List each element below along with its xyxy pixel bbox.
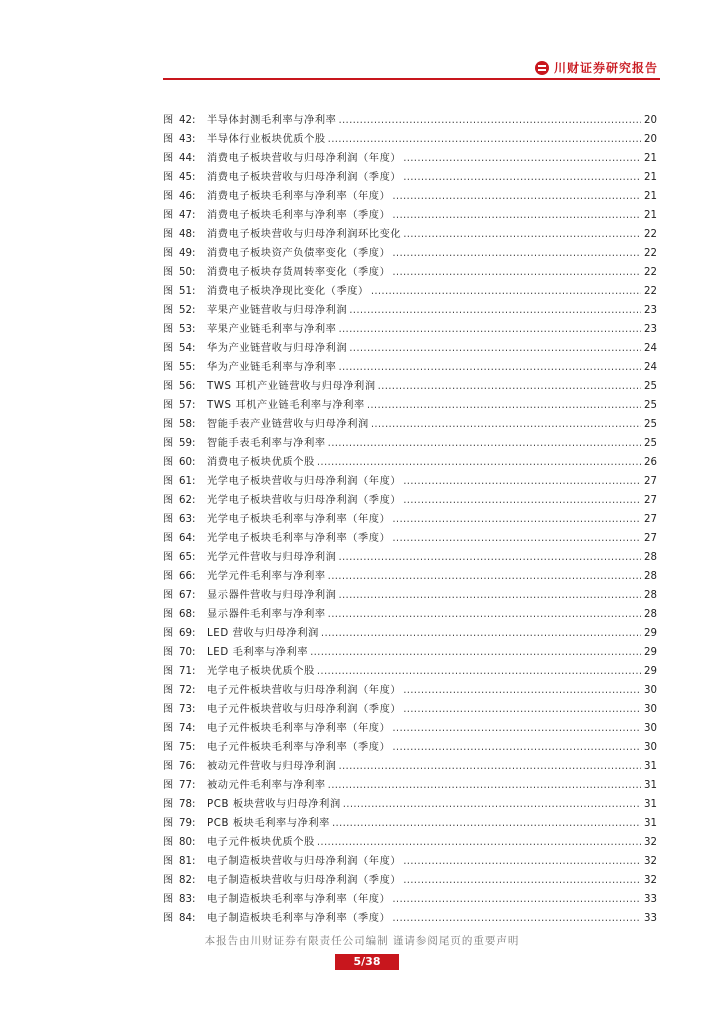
figure-title: 消费电子板块毛利率与净利率（年度） bbox=[207, 191, 391, 202]
dot-leader bbox=[392, 244, 641, 263]
figure-number: 66: bbox=[179, 571, 196, 582]
figure-title: 电子制造板块毛利率与净利率（年度） bbox=[207, 894, 391, 905]
figure-number: 60: bbox=[179, 457, 196, 468]
figure-number: 54: bbox=[179, 343, 196, 354]
toc-entry[interactable] bbox=[163, 852, 657, 871]
brand bbox=[535, 59, 658, 76]
figure-list bbox=[163, 111, 657, 928]
dot-leader bbox=[310, 643, 641, 662]
dot-leader bbox=[392, 206, 641, 225]
dot-leader bbox=[392, 719, 641, 738]
page-number: 27 bbox=[644, 495, 657, 506]
figure-number: 80: bbox=[179, 837, 196, 848]
toc-entry[interactable] bbox=[163, 548, 657, 567]
figure-title: 消费电子板块净现比变化（季度） bbox=[207, 286, 369, 297]
dot-leader bbox=[317, 662, 641, 681]
dot-leader bbox=[328, 605, 641, 624]
figure-number: 44: bbox=[179, 153, 196, 164]
figure-label: 图 bbox=[163, 552, 174, 563]
figure-label: 图 bbox=[163, 172, 174, 183]
page-number: 27 bbox=[644, 533, 657, 544]
dot-leader bbox=[338, 320, 641, 339]
figure-label: 图 bbox=[163, 590, 174, 601]
toc-entry[interactable] bbox=[163, 301, 657, 320]
toc-entry[interactable] bbox=[163, 605, 657, 624]
figure-label: 图 bbox=[163, 419, 174, 430]
toc-entry[interactable] bbox=[163, 282, 657, 301]
dot-leader bbox=[403, 871, 641, 890]
figure-label: 图 bbox=[163, 780, 174, 791]
page-number: 22 bbox=[644, 267, 657, 278]
figure-title: 电子元件板块营收与归母净利润（年度） bbox=[207, 685, 402, 696]
figure-number: 73: bbox=[179, 704, 196, 715]
figure-number: 84: bbox=[179, 913, 196, 924]
figure-label: 图 bbox=[163, 324, 174, 335]
toc-entry[interactable] bbox=[163, 358, 657, 377]
dot-leader bbox=[317, 833, 641, 852]
page-number: 27 bbox=[644, 514, 657, 525]
figure-title: 消费电子板块资产负债率变化（季度） bbox=[207, 248, 391, 259]
figure-label: 图 bbox=[163, 628, 174, 639]
figure-number: 76: bbox=[179, 761, 196, 772]
figure-title: TWS 耳机产业链营收与归母净利润 bbox=[207, 381, 376, 392]
figure-label: 图 bbox=[163, 761, 174, 772]
dot-leader bbox=[328, 434, 641, 453]
figure-title: 光学元件毛利率与净利率 bbox=[207, 571, 326, 582]
toc-entry[interactable] bbox=[163, 510, 657, 529]
figure-title: 苹果产业链毛利率与净利率 bbox=[207, 324, 337, 335]
figure-title: 消费电子板块营收与归母净利润（年度） bbox=[207, 153, 402, 164]
figure-label: 图 bbox=[163, 476, 174, 487]
figure-title: 苹果产业链营收与归母净利润 bbox=[207, 305, 348, 316]
figure-label: 图 bbox=[163, 837, 174, 848]
figure-label: 图 bbox=[163, 210, 174, 221]
figure-label: 图 bbox=[163, 571, 174, 582]
figure-title: LED 毛利率与净利率 bbox=[207, 647, 309, 658]
toc-entry[interactable] bbox=[163, 244, 657, 263]
page-number: 32 bbox=[644, 875, 657, 886]
toc-entry[interactable] bbox=[163, 909, 657, 928]
toc-entry[interactable] bbox=[163, 719, 657, 738]
toc-entry[interactable] bbox=[163, 681, 657, 700]
toc-entry[interactable] bbox=[163, 263, 657, 282]
dot-leader bbox=[403, 852, 641, 871]
figure-label: 图 bbox=[163, 647, 174, 658]
figure-label: 图 bbox=[163, 666, 174, 677]
dot-leader bbox=[392, 738, 641, 757]
figure-number: 82: bbox=[179, 875, 196, 886]
figure-number: 69: bbox=[179, 628, 196, 639]
figure-number: 74: bbox=[179, 723, 196, 734]
toc-entry[interactable] bbox=[163, 472, 657, 491]
dot-leader bbox=[403, 491, 641, 510]
toc-entry[interactable] bbox=[163, 871, 657, 890]
figure-title: 被动元件毛利率与净利率 bbox=[207, 780, 326, 791]
page-number: 31 bbox=[644, 799, 657, 810]
toc-entry[interactable] bbox=[163, 700, 657, 719]
toc-entry[interactable] bbox=[163, 491, 657, 510]
dot-leader bbox=[338, 757, 641, 776]
dot-leader bbox=[371, 415, 641, 434]
page-number: 32 bbox=[644, 856, 657, 867]
figure-number: 56: bbox=[179, 381, 196, 392]
page-number: 26 bbox=[644, 457, 657, 468]
figure-number: 42: bbox=[179, 115, 196, 126]
page-number: 21 bbox=[644, 153, 657, 164]
dot-leader bbox=[338, 358, 641, 377]
page-number: 28 bbox=[644, 590, 657, 601]
dot-leader bbox=[328, 776, 641, 795]
page-number-badge: 5/38 bbox=[335, 954, 399, 970]
toc-entry[interactable] bbox=[163, 776, 657, 795]
page-number: 22 bbox=[644, 248, 657, 259]
toc-entry[interactable] bbox=[163, 339, 657, 358]
figure-title: 华为产业链毛利率与净利率 bbox=[207, 362, 337, 373]
figure-title: 光学电子板块毛利率与净利率（年度） bbox=[207, 514, 391, 525]
dot-leader bbox=[403, 472, 641, 491]
dot-leader bbox=[338, 586, 641, 605]
page-number: 24 bbox=[644, 362, 657, 373]
toc-entry[interactable] bbox=[163, 377, 657, 396]
page-number: 22 bbox=[644, 229, 657, 240]
page-number: 21 bbox=[644, 191, 657, 202]
figure-title: 消费电子板块营收与归母净利润（季度） bbox=[207, 172, 402, 183]
page-number: 28 bbox=[644, 571, 657, 582]
dot-leader bbox=[367, 396, 641, 415]
figure-title: 消费电子板块存货周转率变化（季度） bbox=[207, 267, 391, 278]
toc-entry[interactable] bbox=[163, 757, 657, 776]
toc-entry[interactable] bbox=[163, 890, 657, 909]
page-number: 32 bbox=[644, 837, 657, 848]
figure-number: 53: bbox=[179, 324, 196, 335]
figure-number: 45: bbox=[179, 172, 196, 183]
page-number: 25 bbox=[644, 419, 657, 430]
page-number: 23 bbox=[644, 324, 657, 335]
figure-label: 图 bbox=[163, 305, 174, 316]
figure-number: 63: bbox=[179, 514, 196, 525]
figure-number: 62: bbox=[179, 495, 196, 506]
figure-number: 50: bbox=[179, 267, 196, 278]
figure-label: 图 bbox=[163, 457, 174, 468]
dot-leader bbox=[403, 149, 641, 168]
figure-number: 58: bbox=[179, 419, 196, 430]
figure-number: 59: bbox=[179, 438, 196, 449]
figure-number: 67: bbox=[179, 590, 196, 601]
figure-label: 图 bbox=[163, 153, 174, 164]
page-number: 22 bbox=[644, 286, 657, 297]
figure-label: 图 bbox=[163, 742, 174, 753]
dot-leader bbox=[349, 339, 641, 358]
figure-label: 图 bbox=[163, 134, 174, 145]
figure-title: 光学电子板块优质个股 bbox=[207, 666, 315, 677]
dot-leader bbox=[392, 890, 641, 909]
page-number: 25 bbox=[644, 438, 657, 449]
figure-title: 被动元件营收与归母净利润 bbox=[207, 761, 337, 772]
toc-entry[interactable] bbox=[163, 662, 657, 681]
figure-number: 83: bbox=[179, 894, 196, 905]
figure-label: 图 bbox=[163, 685, 174, 696]
page-number: 28 bbox=[644, 609, 657, 620]
figure-number: 47: bbox=[179, 210, 196, 221]
figure-label: 图 bbox=[163, 248, 174, 259]
page-number: 30 bbox=[644, 685, 657, 696]
figure-label: 图 bbox=[163, 362, 174, 373]
figure-number: 61: bbox=[179, 476, 196, 487]
figure-label: 图 bbox=[163, 438, 174, 449]
figure-label: 图 bbox=[163, 875, 174, 886]
page-number: 20 bbox=[644, 115, 657, 126]
figure-number: 49: bbox=[179, 248, 196, 259]
figure-number: 65: bbox=[179, 552, 196, 563]
figure-title: 显示器件毛利率与净利率 bbox=[207, 609, 326, 620]
figure-title: 光学电子板块营收与归母净利润（季度） bbox=[207, 495, 402, 506]
figure-number: 48: bbox=[179, 229, 196, 240]
dot-leader bbox=[371, 282, 641, 301]
dot-leader bbox=[317, 453, 641, 472]
figure-title: TWS 耳机产业链毛利率与净利率 bbox=[207, 400, 365, 411]
figure-label: 图 bbox=[163, 229, 174, 240]
page-number: 33 bbox=[644, 894, 657, 905]
page-number: 29 bbox=[644, 666, 657, 677]
toc-entry[interactable] bbox=[163, 795, 657, 814]
dot-leader bbox=[338, 548, 641, 567]
figure-title: PCB 板块营收与归母净利润 bbox=[207, 799, 341, 810]
figure-label: 图 bbox=[163, 495, 174, 506]
figure-number: 55: bbox=[179, 362, 196, 373]
dot-leader bbox=[343, 795, 641, 814]
page-number: 29 bbox=[644, 647, 657, 658]
toc-entry[interactable] bbox=[163, 320, 657, 339]
dot-leader bbox=[392, 529, 641, 548]
footer-disclaimer: 本报告由川财证券有限责任公司编制 谨请参阅尾页的重要声明 bbox=[204, 935, 520, 947]
dot-leader bbox=[403, 681, 641, 700]
page-number: 27 bbox=[644, 476, 657, 487]
toc-entry[interactable] bbox=[163, 111, 657, 130]
dot-leader bbox=[332, 814, 641, 833]
company-logo-icon bbox=[535, 61, 549, 75]
figure-number: 77: bbox=[179, 780, 196, 791]
figure-number: 71: bbox=[179, 666, 196, 677]
toc-entry[interactable] bbox=[163, 529, 657, 548]
figure-title: 消费电子板块毛利率与净利率（季度） bbox=[207, 210, 391, 221]
page-header bbox=[163, 56, 660, 80]
page-number: 21 bbox=[644, 210, 657, 221]
toc-entry[interactable] bbox=[163, 434, 657, 453]
figure-title: 电子制造板块毛利率与净利率（季度） bbox=[207, 913, 391, 924]
figure-label: 图 bbox=[163, 913, 174, 924]
page-number: 30 bbox=[644, 723, 657, 734]
figure-label: 图 bbox=[163, 818, 174, 829]
figure-label: 图 bbox=[163, 514, 174, 525]
figure-number: 70: bbox=[179, 647, 196, 658]
figure-number: 52: bbox=[179, 305, 196, 316]
toc-entry[interactable] bbox=[163, 453, 657, 472]
toc-entry[interactable] bbox=[163, 206, 657, 225]
figure-number: 78: bbox=[179, 799, 196, 810]
page-number: 31 bbox=[644, 818, 657, 829]
figure-label: 图 bbox=[163, 723, 174, 734]
figure-title: 电子元件板块毛利率与净利率（季度） bbox=[207, 742, 391, 753]
figure-number: 72: bbox=[179, 685, 196, 696]
toc-entry[interactable] bbox=[163, 833, 657, 852]
figure-title: 半导体行业板块优质个股 bbox=[207, 134, 326, 145]
figure-label: 图 bbox=[163, 343, 174, 354]
figure-title: 光学元件营收与归母净利润 bbox=[207, 552, 337, 563]
dot-leader bbox=[392, 510, 641, 529]
brand-name: 川财证券研究报告 bbox=[553, 61, 658, 75]
dot-leader bbox=[392, 909, 641, 928]
page-number: 31 bbox=[644, 780, 657, 791]
figure-label: 图 bbox=[163, 400, 174, 411]
page-number: 25 bbox=[644, 381, 657, 392]
figure-title: 电子元件板块营收与归母净利润（季度） bbox=[207, 704, 402, 715]
figure-title: 电子元件板块毛利率与净利率（年度） bbox=[207, 723, 391, 734]
dot-leader bbox=[338, 111, 641, 130]
toc-entry[interactable] bbox=[163, 586, 657, 605]
figure-number: 81: bbox=[179, 856, 196, 867]
toc-entry[interactable] bbox=[163, 624, 657, 643]
toc-entry[interactable] bbox=[163, 225, 657, 244]
figure-label: 图 bbox=[163, 286, 174, 297]
page-number: 28 bbox=[644, 552, 657, 563]
figure-label: 图 bbox=[163, 533, 174, 544]
dot-leader bbox=[403, 700, 641, 719]
dot-leader bbox=[392, 187, 641, 206]
toc-entry[interactable] bbox=[163, 149, 657, 168]
figure-label: 图 bbox=[163, 381, 174, 392]
dot-leader bbox=[392, 263, 641, 282]
figure-title: 电子制造板块营收与归母净利润（季度） bbox=[207, 875, 402, 886]
figure-number: 64: bbox=[179, 533, 196, 544]
figure-title: 电子制造板块营收与归母净利润（年度） bbox=[207, 856, 402, 867]
toc-entry[interactable] bbox=[163, 168, 657, 187]
page-number: 20 bbox=[644, 134, 657, 145]
toc-entry[interactable] bbox=[163, 814, 657, 833]
page-number: 30 bbox=[644, 704, 657, 715]
figure-title: LED 营收与归母净利润 bbox=[207, 628, 319, 639]
toc-entry[interactable] bbox=[163, 187, 657, 206]
toc-entry[interactable] bbox=[163, 130, 657, 149]
dot-leader bbox=[378, 377, 641, 396]
figure-label: 图 bbox=[163, 894, 174, 905]
page-number: 23 bbox=[644, 305, 657, 316]
figure-label: 图 bbox=[163, 267, 174, 278]
figure-label: 图 bbox=[163, 609, 174, 620]
page-number: 21 bbox=[644, 172, 657, 183]
toc-entry[interactable] bbox=[163, 396, 657, 415]
toc-entry[interactable] bbox=[163, 738, 657, 757]
figure-number: 57: bbox=[179, 400, 196, 411]
toc-entry[interactable] bbox=[163, 567, 657, 586]
figure-number: 75: bbox=[179, 742, 196, 753]
figure-number: 43: bbox=[179, 134, 196, 145]
figure-title: 显示器件营收与归母净利润 bbox=[207, 590, 337, 601]
dot-leader bbox=[328, 130, 641, 149]
figure-number: 79: bbox=[179, 818, 196, 829]
figure-title: 智能手表毛利率与净利率 bbox=[207, 438, 326, 449]
figure-title: 智能手表产业链营收与归母净利润 bbox=[207, 419, 369, 430]
page-number: 31 bbox=[644, 761, 657, 772]
page-number: 25 bbox=[644, 400, 657, 411]
toc-entry[interactable] bbox=[163, 415, 657, 434]
page-number: 33 bbox=[644, 913, 657, 924]
figure-title: 消费电子板块营收与归母净利润环比变化 bbox=[207, 229, 402, 240]
figure-number: 68: bbox=[179, 609, 196, 620]
page-number: 30 bbox=[644, 742, 657, 753]
dot-leader bbox=[321, 624, 641, 643]
figure-label: 图 bbox=[163, 191, 174, 202]
dot-leader bbox=[349, 301, 641, 320]
figure-number: 46: bbox=[179, 191, 196, 202]
figure-label: 图 bbox=[163, 115, 174, 126]
page-number: 24 bbox=[644, 343, 657, 354]
figure-title: 半导体封测毛利率与净利率 bbox=[207, 115, 337, 126]
toc-entry[interactable] bbox=[163, 643, 657, 662]
figure-title: 光学电子板块毛利率与净利率（季度） bbox=[207, 533, 391, 544]
dot-leader bbox=[328, 567, 641, 586]
figure-label: 图 bbox=[163, 799, 174, 810]
figure-number: 51: bbox=[179, 286, 196, 297]
figure-title: 光学电子板块营收与归母净利润（年度） bbox=[207, 476, 402, 487]
figure-label: 图 bbox=[163, 704, 174, 715]
figure-title: 电子元件板块优质个股 bbox=[207, 837, 315, 848]
figure-title: 消费电子板块优质个股 bbox=[207, 457, 315, 468]
figure-label: 图 bbox=[163, 856, 174, 867]
figure-title: 华为产业链营收与归母净利润 bbox=[207, 343, 348, 354]
figure-title: PCB 板块毛利率与净利率 bbox=[207, 818, 330, 829]
dot-leader bbox=[403, 168, 641, 187]
page-number: 29 bbox=[644, 628, 657, 639]
dot-leader bbox=[403, 225, 641, 244]
